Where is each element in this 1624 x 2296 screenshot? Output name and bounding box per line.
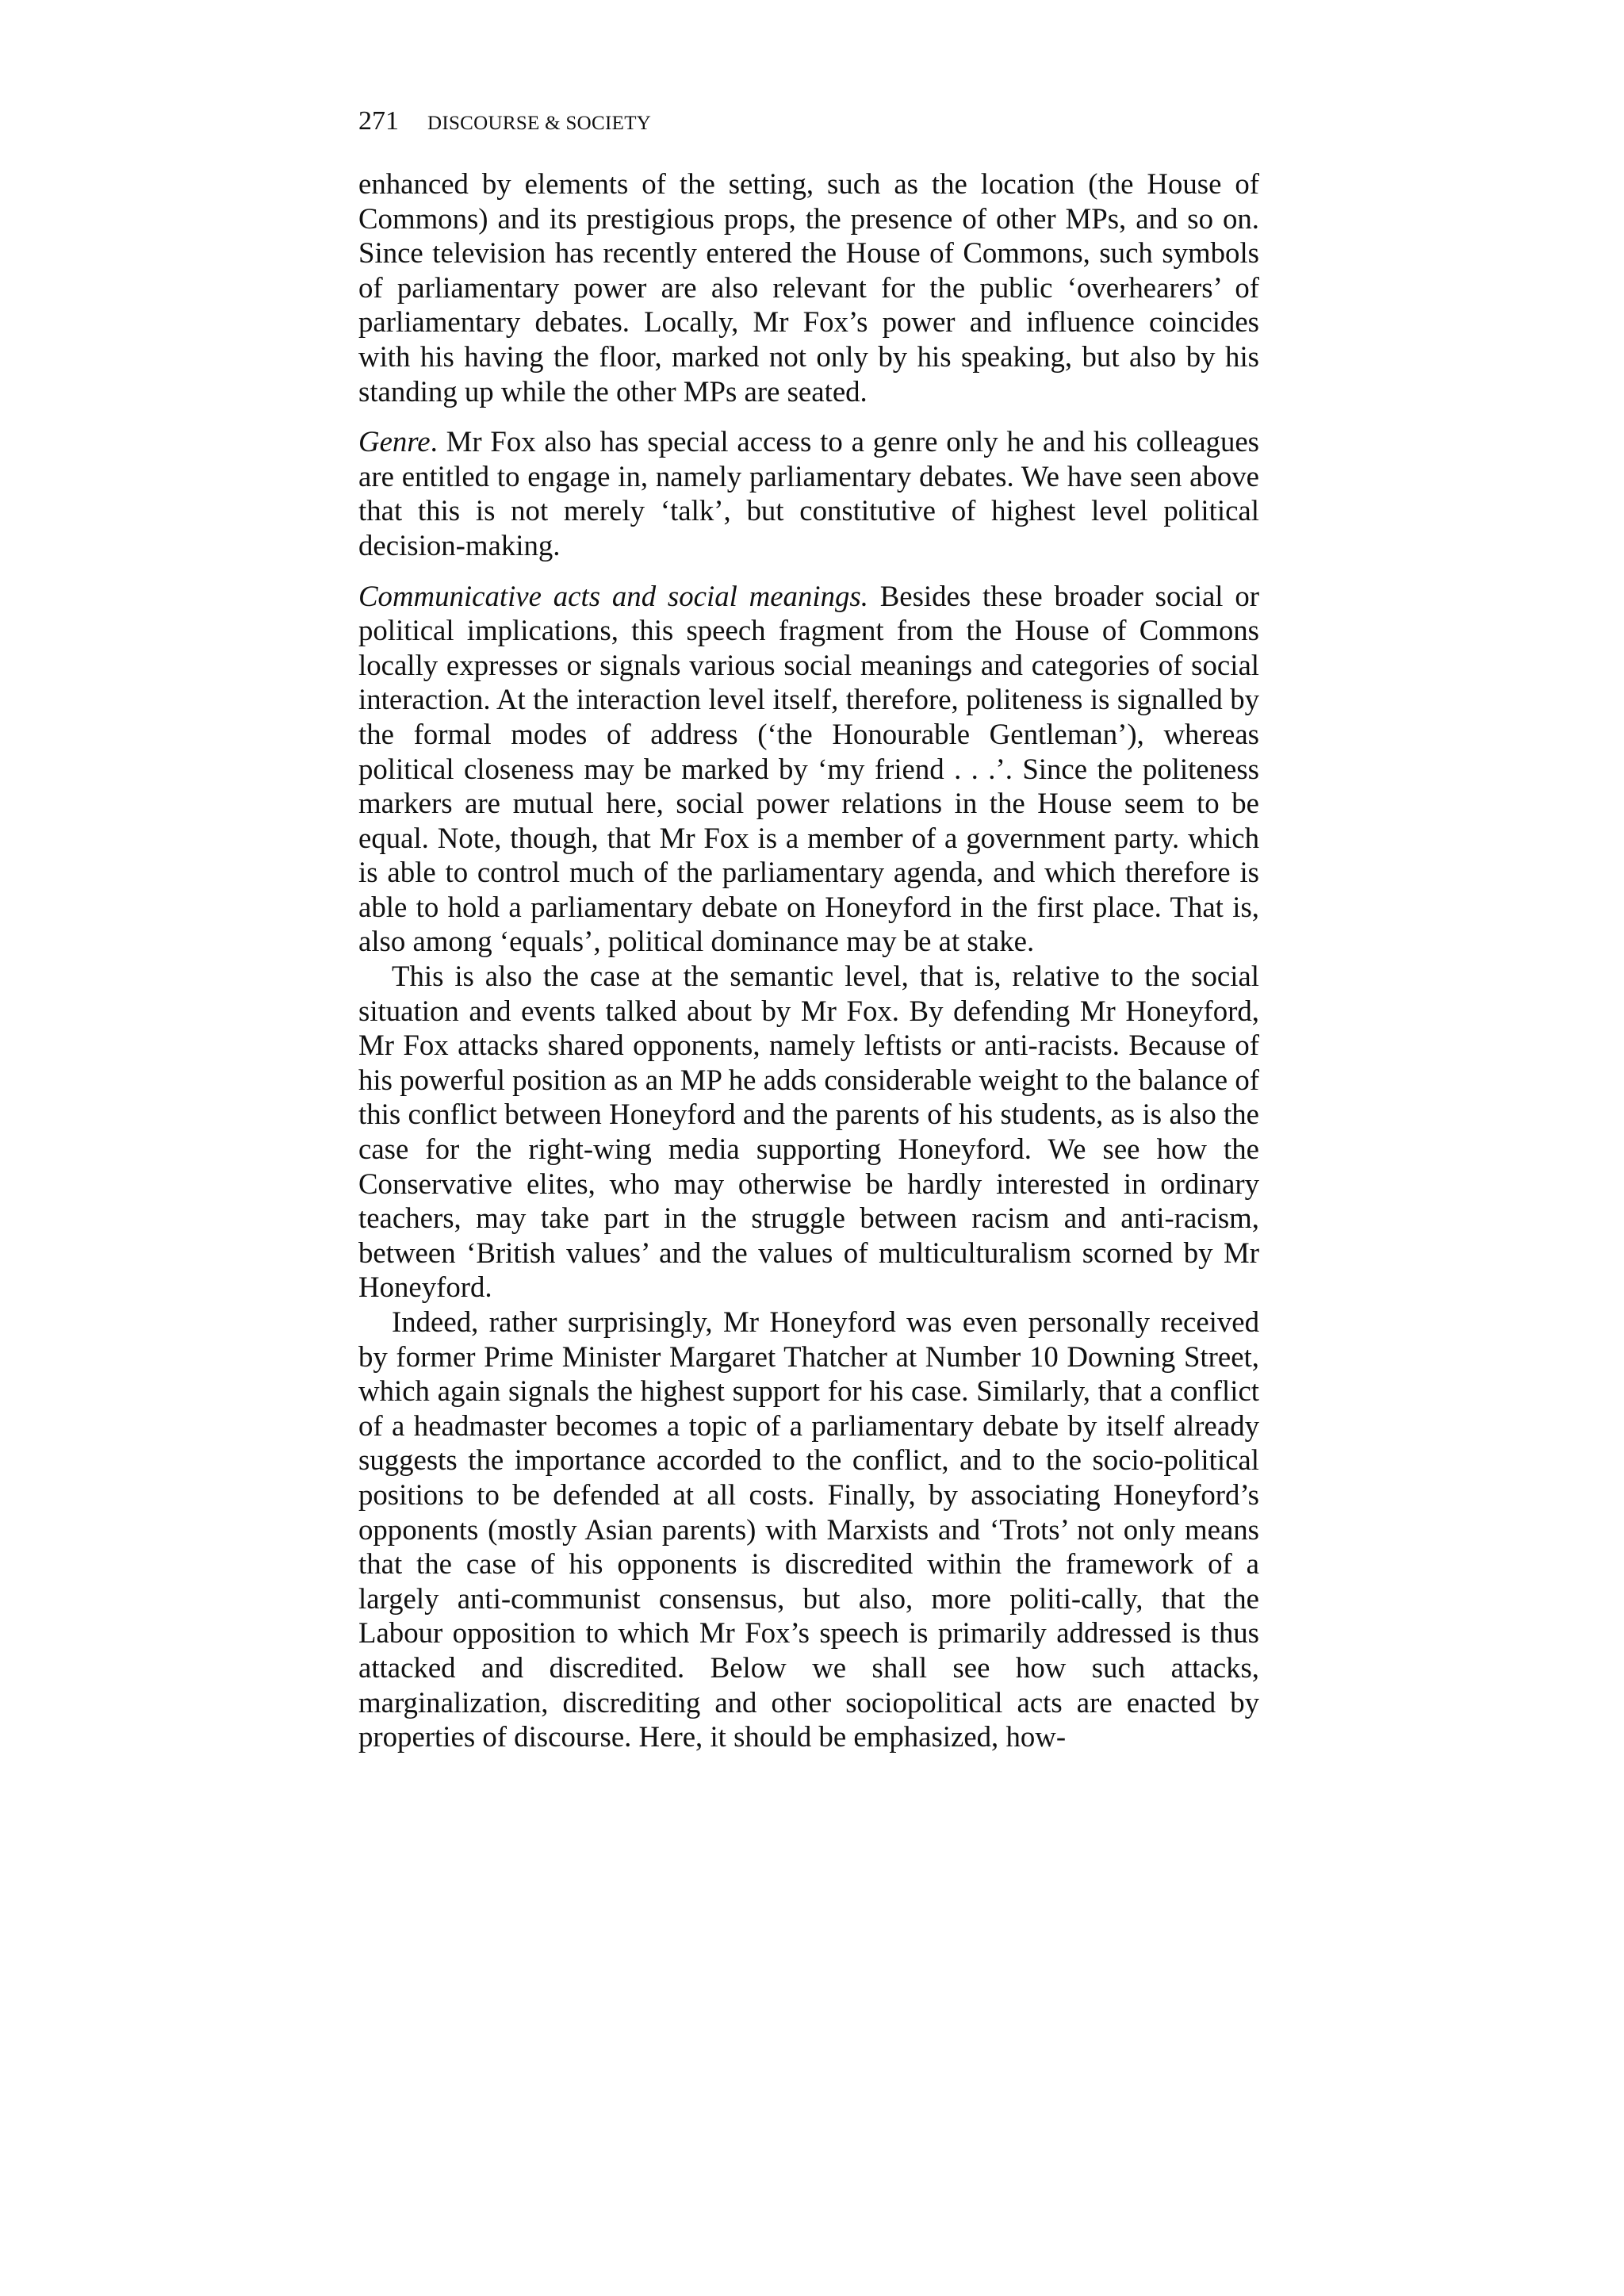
- genre-heading: Genre: [358, 425, 431, 458]
- page-number: 271: [358, 106, 399, 136]
- paragraph-genre: [358, 424, 1259, 562]
- body-text: [358, 167, 1259, 1754]
- paragraph-communicative-acts: [358, 579, 1259, 960]
- genre-text: . Mr Fox also has special access to a genre only he and his colleagues are entitled to engage in, namely parliamentary debates. We have seen above that this is not merely ‘talk’, but constitutive of highest level political decision-making.: [358, 425, 1259, 562]
- running-head: [358, 106, 651, 146]
- paragraph-thatcher: Indeed, rather surprisingly, Mr Honeyford was even personally received by former Prime Minister Margaret Thatcher at Number 10 Downing Street, which again signals the highest support for his case. Similarly, that a conflict of a headmaster becomes a topic of a parliamentary debate by itself already suggests the importance accorded to the conflict, and to the socio-political positions to be defended at all costs. Finally, by associating Honeyford’s opponents (mostly Asian parents) with Marxists and ‘Trots’ not only means that the case of his opponents is discredited within the framework of a largely anti-communist consensus, but also, more politi-cally, that the Labour opposition to which Mr Fox’s speech is primarily addressed is thus attacked and discredited. Below we shall see how such attacks, marginalization, discrediting and other sociopolitical acts are enacted by properties of discourse. Here, it should be emphasized, how-: [358, 1305, 1259, 1754]
- paragraph-semantic-level: This is also the case at the semantic level, that is, relative to the social situation and events talked about by Mr Fox. By defending Mr Honeyford, Mr Fox attacks shared opponents, namely leftists or anti-racists. Because of his powerful position as an MP he adds considerable weight to the balance of this conflict between Honeyford and the parents of his students, as is also the case for the right-wing media supporting Honeyford. We see how the Conservative elites, who may otherwise be hardly interested in ordinary teachers, may take part in the struggle between racism and anti-racism, between ‘British values’ and the values of multiculturalism scorned by Mr Honeyford.: [358, 960, 1259, 1304]
- paragraph-setting: enhanced by elements of the setting, such as the location (the House of Commons) and its prestigious props, the presence of other MPs, and so on. Since television has recently entered the House of Commons, such symbols of parliamentary power are also relevant for the public ‘overhearers’ of parliamentary debates. Locally, Mr Fox’s power and influence coincides with his having the floor, marked not only by his speaking, but also by his standing up while the other MPs are seated.: [358, 167, 1259, 408]
- journal-title: DISCOURSE & SOCIETY: [427, 113, 652, 134]
- communicative-acts-text: Besides these broader social or political implications, this speech fragment from the House of Commons locally expresses or signals various social meanings and categories of social interaction. At the interaction level itself, therefore, politeness is signalled by the formal modes of address (‘the Honourable Gentleman’), whereas political closeness may be marked by ‘my friend . . .’. Since the politeness markers are mutual here, social power relations in the House seem to be equal. Note, though, that Mr Fox is a member of a government party. which is able to control much of the parliamentary agenda, and which therefore is able to hold a parliamentary debate on Honeyford in the first place. That is, also among ‘equals’, political dominance may be at stake.: [358, 579, 1260, 958]
- communicative-acts-heading: Communicative acts and social meanings.: [358, 579, 868, 612]
